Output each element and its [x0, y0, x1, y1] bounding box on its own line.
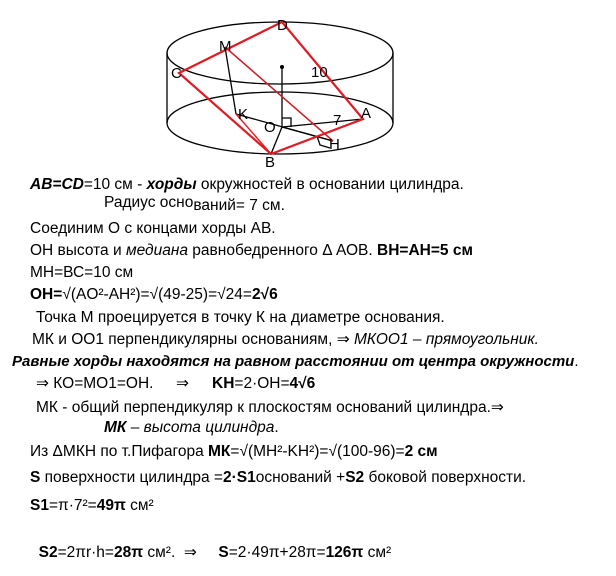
text-line-12	[104, 418, 279, 437]
text-frag: хорды	[146, 176, 197, 193]
text-frag: – высота цилиндра	[126, 419, 275, 436]
text-frag: 126π	[325, 544, 364, 561]
edge-label-10: 10	[311, 64, 328, 81]
text-line-8	[32, 330, 539, 349]
text-frag: 28π	[113, 544, 144, 561]
text-frag: медиана	[125, 242, 188, 259]
point-D-label: D	[277, 17, 288, 34]
kh-formula	[212, 374, 315, 393]
text-frag: √(AO²-AH²)=√(49-25)=√24=	[62, 286, 252, 303]
text-frag: Из ΔМКН по т.Пифагора	[30, 443, 209, 460]
text-frag: 2√6	[251, 286, 278, 303]
chords-ab-cd: AB=CD	[30, 176, 84, 193]
cylinder-outline	[167, 22, 393, 154]
text-frag: см²	[125, 497, 154, 514]
text-frag: оснований +	[255, 469, 346, 486]
text-frag: Точка М проецируется в точку К на диаметре основания.	[36, 309, 445, 326]
text-frag: МК	[104, 419, 127, 436]
text-frag: =2πr·h=	[57, 544, 114, 561]
point-O-label: O	[264, 119, 276, 136]
text-frag: ваний= 7 см.	[193, 197, 285, 214]
text-line-4	[30, 241, 473, 260]
text-line-15	[30, 496, 154, 515]
text-frag: см². ⇒	[143, 544, 219, 561]
text-frag: окружностей в основании цилиндра.	[196, 176, 464, 193]
text-frag: МК - общий перпендикуляр к плоскостям оснований цилиндра.⇒	[36, 399, 504, 416]
text-frag: МК и ОО1 перпендикулярны основаниям, ⇒	[32, 331, 354, 348]
text-frag: ⇒	[176, 375, 189, 392]
text-line-11	[36, 398, 504, 417]
text-frag: 4√6	[289, 375, 316, 392]
text-line-5	[30, 263, 133, 282]
text-frag: 2·S1	[222, 469, 256, 486]
text-frag: Соединим О с концами хорды АВ.	[30, 220, 276, 237]
point-M-label: M	[219, 38, 232, 55]
text-frag: S2	[345, 469, 365, 486]
text-line-10	[36, 374, 316, 393]
text-frag: =10 см -	[83, 176, 147, 193]
text-line-14	[30, 468, 526, 487]
point-B-label: B	[265, 154, 276, 171]
text-frag: ВН=АН=5 см	[377, 242, 473, 259]
text-frag: S1	[30, 497, 49, 514]
bottom-base-ellipse	[167, 92, 393, 154]
text-frag: =2·OH=	[234, 375, 290, 392]
point-H-label: H	[329, 136, 340, 153]
text-frag: равнобедренного Δ АОВ.	[187, 242, 378, 259]
text-frag: =2·49π+28π=	[228, 544, 326, 561]
text-frag: ⇒ КО=МО1=ОН.	[36, 375, 154, 392]
text-frag: МН=ВС=10 см	[30, 264, 134, 281]
text-frag: .	[274, 419, 279, 436]
point-C-label: C	[171, 65, 182, 82]
text-frag: Равные хорды находятся на равном расстоянии от центра окружности	[12, 353, 575, 370]
text-frag: OH=	[30, 286, 63, 303]
text-line-16	[30, 524, 391, 562]
text-frag: S2	[38, 544, 58, 561]
text-frag: 2 см	[404, 443, 438, 460]
edge-label-7: 7	[333, 112, 342, 129]
text-line-3	[30, 219, 276, 238]
text-line-7	[36, 308, 445, 327]
point-K-label: K	[238, 106, 249, 123]
text-frag: =π·7²=	[48, 497, 97, 514]
text-frag: .	[574, 353, 579, 370]
text-frag: S	[30, 469, 41, 486]
text-frag: KH	[212, 375, 235, 392]
text-frag: МКОО1 – прямоугольник.	[354, 331, 539, 348]
cylinder-figure	[165, 15, 395, 173]
text-frag: боковой поверхности.	[364, 469, 527, 486]
text-frag: ОН высота и	[30, 242, 126, 259]
text-frag: S	[218, 544, 229, 561]
text-frag: =√(MH²-KH²)=√(100-96)=	[230, 443, 405, 460]
radius-frag-raised: Радиус осно	[104, 194, 194, 211]
text-line-2	[104, 196, 285, 215]
text-line-9	[12, 352, 579, 371]
point-A-label: A	[361, 105, 372, 122]
top-center-dot	[280, 65, 284, 69]
text-line-13	[30, 442, 438, 461]
text-frag: поверхности цилиндра =	[40, 469, 223, 486]
text-line-6	[30, 285, 278, 304]
text-line-1	[30, 175, 464, 194]
text-frag: 49π	[96, 497, 126, 514]
text-frag: МК	[208, 443, 231, 460]
text-frag: см²	[363, 544, 392, 561]
